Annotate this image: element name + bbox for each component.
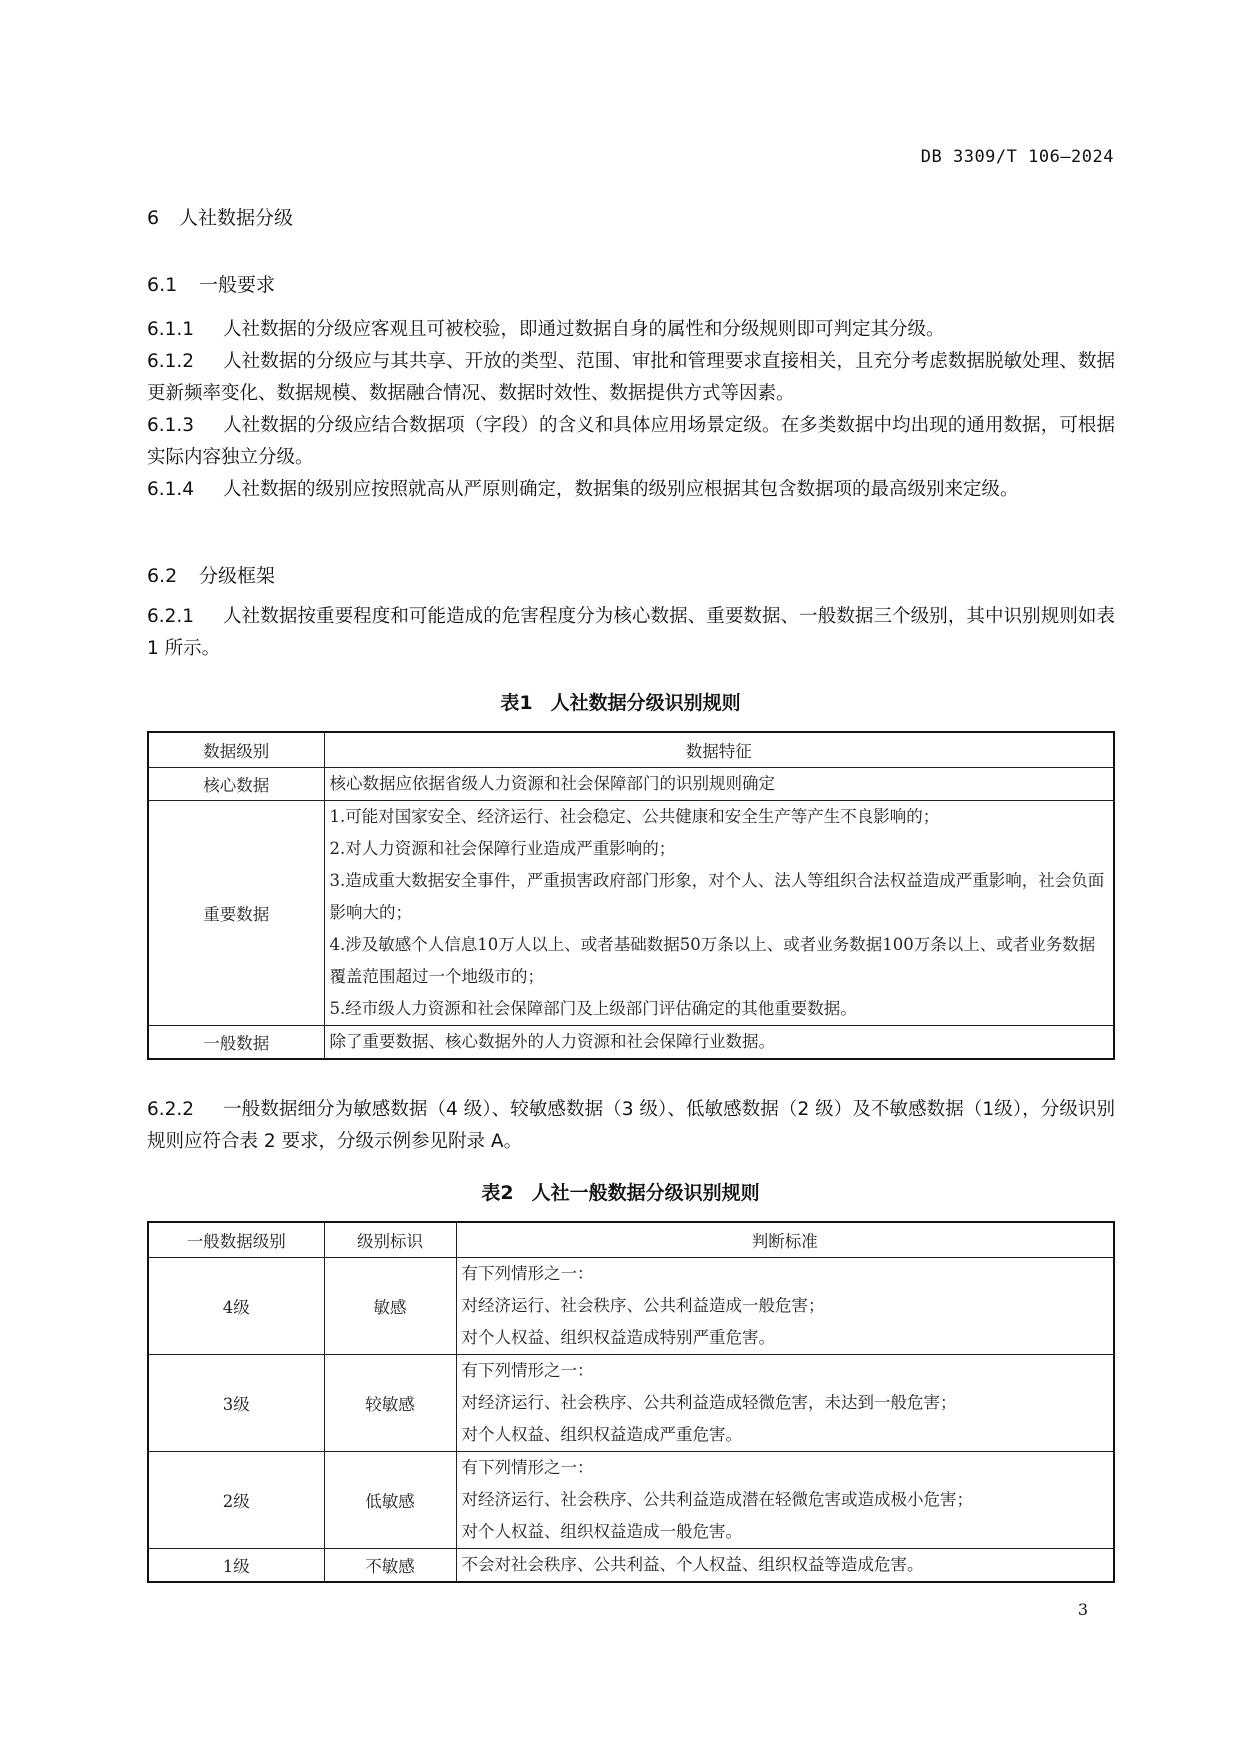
section-number: 6 [147, 207, 160, 229]
table-2 [147, 1221, 1115, 1583]
feature-line: 3.造成重大数据安全事件，严重损害政府部门形象，对个人、法人等组织合法权益造成严重影响，社会负面影响大的； [329, 871, 1105, 922]
criteria-cell [456, 1549, 1114, 1583]
section-6-1-heading [147, 270, 275, 297]
caption-number: 表1 [500, 692, 533, 714]
table-1-caption [0, 688, 1241, 715]
feature-line: 核心数据应依据省级人力资源和社会保障部门的识别规则确定 [329, 774, 775, 793]
feature-line: 2.对人力资源和社会保障行业造成严重影响的； [329, 839, 676, 858]
clause-number: 6.1.2 [147, 351, 195, 372]
clause-number: 6.1.1 [147, 319, 195, 340]
table-row [148, 801, 1114, 1026]
table-header-row [148, 1222, 1114, 1258]
clause-number: 6.1.4 [147, 479, 195, 500]
criteria-cell [456, 1452, 1114, 1549]
paragraph-6-1-3 [147, 410, 1115, 474]
column-header: 一般数据级别 [148, 1222, 324, 1258]
feature-cell [324, 801, 1114, 1026]
level-cell: 2级 [148, 1452, 324, 1549]
column-header: 级别标识 [324, 1222, 456, 1258]
section-6-2-heading [147, 561, 275, 588]
tag-cell: 低敏感 [324, 1452, 456, 1549]
clause-text: 人社数据的分级应与其共享、开放的类型、范围、审批和管理要求直接相关，且充分考虑数据脱敏处理、数据更新频率变化、数据规模、数据融合情况、数据时效性、数据提供方式等因素。 [147, 351, 1115, 404]
section-title: 人社数据分级 [179, 207, 294, 229]
criteria-line: 对个人权益、组织权益造成特别严重危害。 [461, 1328, 775, 1347]
column-header: 数据级别 [148, 732, 324, 768]
clause-number: 6.2.2 [147, 1099, 195, 1120]
table-2-caption [0, 1178, 1241, 1205]
column-header: 数据特征 [324, 732, 1114, 768]
table-row [148, 1452, 1114, 1549]
criteria-line: 对个人权益、组织权益造成一般危害。 [461, 1522, 742, 1541]
level-cell: 核心数据 [148, 768, 324, 801]
clause-text: 人社数据按重要程度和可能造成的危害程度分为核心数据、重要数据、一般数据三个级别，其中识别规则如表 1 所示。 [147, 606, 1115, 659]
caption-number: 表2 [481, 1182, 514, 1204]
tag-cell: 不敏感 [324, 1549, 456, 1583]
criteria-line: 对个人权益、组织权益造成严重危害。 [461, 1425, 742, 1444]
clause-text: 人社数据的分级应客观且可被校验，即通过数据自身的属性和分级规则即可判定其分级。 [223, 319, 945, 340]
document-code: DB 3309/T 106—2024 [920, 147, 1114, 167]
tag-cell: 较敏感 [324, 1355, 456, 1452]
feature-cell [324, 768, 1114, 801]
section-number: 6.1 [147, 274, 178, 296]
feature-line: 5.经市级人力资源和社会保障部门及上级部门评估确定的其他重要数据。 [329, 999, 857, 1018]
clause-number: 6.1.3 [147, 415, 195, 436]
criteria-line: 对经济运行、社会秩序、公共利益造成一般危害； [461, 1296, 825, 1315]
tag-cell: 敏感 [324, 1258, 456, 1355]
paragraph-6-1-2 [147, 346, 1115, 410]
page-number: 3 [1077, 1600, 1088, 1619]
feature-line: 除了重要数据、核心数据外的人力资源和社会保障行业数据。 [329, 1032, 775, 1051]
paragraph-6-1-1 [147, 314, 1115, 346]
criteria-line: 有下列情形之一： [461, 1264, 594, 1283]
feature-line: 4.涉及敏感个人信息10万人以上、或者基础数据50万条以上、或者业务数据100万条以上、或者业务数据覆盖范围超过一个地级市的； [329, 935, 1096, 986]
clause-text: 一般数据细分为敏感数据（4 级）、较敏感数据（3 级）、低敏感数据（2 级）及不敏感数据（1级），分级识别规则应符合表 2 要求，分级示例参见附录 A。 [147, 1099, 1115, 1152]
clause-number: 6.2.1 [147, 606, 195, 627]
table-row [148, 768, 1114, 801]
paragraph-6-2-1 [147, 601, 1115, 665]
level-cell: 1级 [148, 1549, 324, 1583]
section-6-heading [147, 203, 293, 230]
criteria-line: 有下列情形之一： [461, 1361, 594, 1380]
section-title: 分级框架 [199, 565, 276, 587]
criteria-line: 对经济运行、社会秩序、公共利益造成潜在轻微危害或造成极小危害； [461, 1490, 973, 1509]
criteria-cell [456, 1355, 1114, 1452]
clause-text: 人社数据的分级应结合数据项（字段）的含义和具体应用场景定级。在多类数据中均出现的通用数据，可根据实际内容独立分级。 [147, 415, 1115, 468]
column-header: 判断标准 [456, 1222, 1114, 1258]
criteria-line: 对经济运行、社会秩序、公共利益造成轻微危害，未达到一般危害； [461, 1393, 957, 1412]
clause-text: 人社数据的级别应按照就高从严原则确定，数据集的级别应根据其包含数据项的最高级别来定级。 [223, 479, 1019, 500]
paragraph-6-2-2 [147, 1094, 1115, 1158]
level-cell: 3级 [148, 1355, 324, 1452]
criteria-line: 不会对社会秩序、公共利益、个人权益、组织权益等造成危害。 [461, 1555, 924, 1574]
criteria-line: 有下列情形之一： [461, 1458, 594, 1477]
level-cell: 一般数据 [148, 1026, 324, 1060]
level-cell: 重要数据 [148, 801, 324, 1026]
feature-cell [324, 1026, 1114, 1060]
table-row [148, 1355, 1114, 1452]
paragraph-6-1-4 [147, 474, 1115, 506]
feature-line: 1.可能对国家安全、经济运行、社会稳定、公共健康和安全生产等产生不良影响的； [329, 807, 940, 826]
table-1 [147, 731, 1115, 1060]
section-number: 6.2 [147, 565, 178, 587]
level-cell: 4级 [148, 1258, 324, 1355]
criteria-cell [456, 1258, 1114, 1355]
caption-title: 人社数据分级识别规则 [550, 692, 741, 714]
caption-title: 人社一般数据分级识别规则 [531, 1182, 760, 1204]
table-row [148, 1026, 1114, 1060]
section-title: 一般要求 [199, 274, 276, 296]
table-row [148, 1549, 1114, 1583]
table-row [148, 1258, 1114, 1355]
table-header-row [148, 732, 1114, 768]
